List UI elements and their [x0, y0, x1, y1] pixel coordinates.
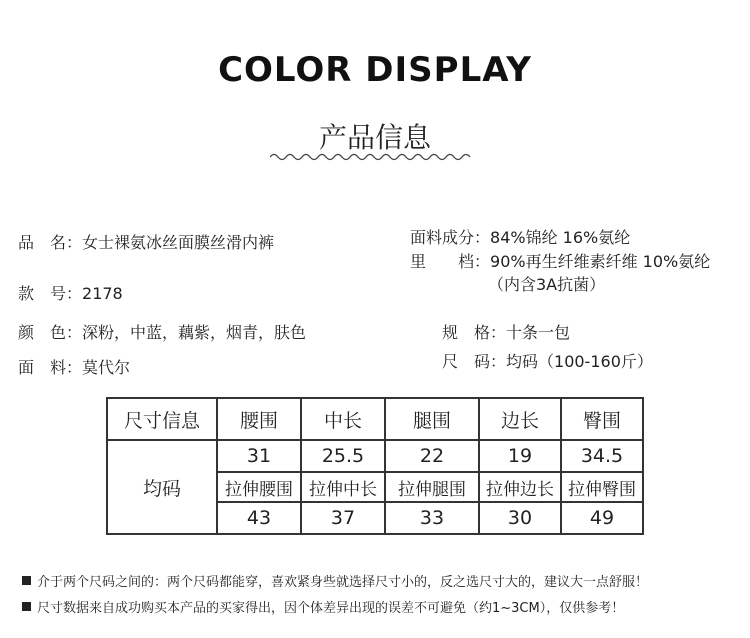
- table-cell: 33: [385, 502, 479, 534]
- spec-color-label: 颜 色：: [18, 323, 83, 342]
- size-row-label: 均码: [107, 440, 217, 534]
- spec-composition-value: 84%锦纶 16%氨纶: [490, 228, 631, 247]
- spec-composition: [410, 228, 630, 248]
- square-bullet-icon: [22, 602, 31, 611]
- spec-item-no-value: 2178: [82, 284, 123, 303]
- spec-composition-label: 面料成分：: [410, 228, 491, 247]
- table-cell: 25.5: [301, 440, 385, 472]
- table-cell: 43: [217, 502, 301, 534]
- table-header-cell: 尺寸信息: [107, 398, 217, 440]
- size-table: [106, 397, 644, 535]
- spec-fabric-label: 面 料：: [18, 358, 83, 377]
- table-cell: 31: [217, 440, 301, 472]
- table-cell: 37: [301, 502, 385, 534]
- table-header-cell: 臀围: [561, 398, 643, 440]
- spec-lining-label: 里 档：: [410, 252, 491, 271]
- table-cell: 30: [479, 502, 561, 534]
- wavy-divider: [270, 151, 474, 163]
- table-header-cell: 腿围: [385, 398, 479, 440]
- note-item: [22, 571, 648, 590]
- table-header-cell: 腰围: [217, 398, 301, 440]
- table-header-cell: 边长: [479, 398, 561, 440]
- spec-name-value: 女士裸氨冰丝面膜丝滑内裤: [82, 233, 275, 252]
- table-cell: 拉伸腰围: [217, 472, 301, 502]
- spec-fabric: [18, 358, 130, 378]
- table-cell: 拉伸臀围: [561, 472, 643, 502]
- spec-size-label: 尺 码：: [442, 352, 507, 371]
- spec-spec-value: 十条一包: [506, 323, 571, 342]
- note-text: 尺寸数据来自成功购买本产品的买家得出，因个体差异出现的误差不可避免（约1~3CM），仅供参考！: [37, 601, 625, 616]
- table-cell: 34.5: [561, 440, 643, 472]
- spec-fabric-value: 莫代尔: [82, 358, 131, 377]
- table-header-cell: 中长: [301, 398, 385, 440]
- table-cell: 拉伸腿围: [385, 472, 479, 502]
- spec-spec-label: 规 格：: [442, 323, 507, 342]
- product-info-heading: 产品信息: [318, 121, 431, 154]
- spec-spec: [442, 323, 570, 343]
- spec-size-value: 均码（100-160斤）: [506, 352, 653, 371]
- table-header-row: [107, 398, 643, 440]
- spec-lining: [410, 252, 710, 272]
- spec-item-no-label: 款 号：: [18, 284, 83, 303]
- spec-lining-value: 90%再生纤维素纤维 10%氨纶: [490, 252, 711, 271]
- table-row: [107, 440, 643, 472]
- spec-color-value: 深粉，中蓝，藕紫，烟青，肤色: [82, 323, 307, 342]
- note-text: 介于两个尺码之间的：两个尺码都能穿，喜欢紧身些就选择尺寸小的，反之选尺寸大的，建议大一点舒服！: [37, 575, 649, 590]
- spec-name: [18, 233, 274, 253]
- table-cell: 19: [479, 440, 561, 472]
- table-cell: 拉伸边长: [479, 472, 561, 502]
- spec-item-no: [18, 284, 123, 304]
- table-cell: 49: [561, 502, 643, 534]
- spec-lining-extra: （内含3A抗菌）: [488, 275, 606, 294]
- table-cell: 拉伸中长: [301, 472, 385, 502]
- page-title: COLOR DISPLAY: [218, 50, 532, 90]
- table-cell: 22: [385, 440, 479, 472]
- spec-color: [18, 323, 306, 343]
- spec-name-label: 品 名：: [18, 233, 83, 252]
- square-bullet-icon: [22, 576, 31, 585]
- spec-size: [442, 352, 653, 372]
- note-item: [22, 597, 624, 616]
